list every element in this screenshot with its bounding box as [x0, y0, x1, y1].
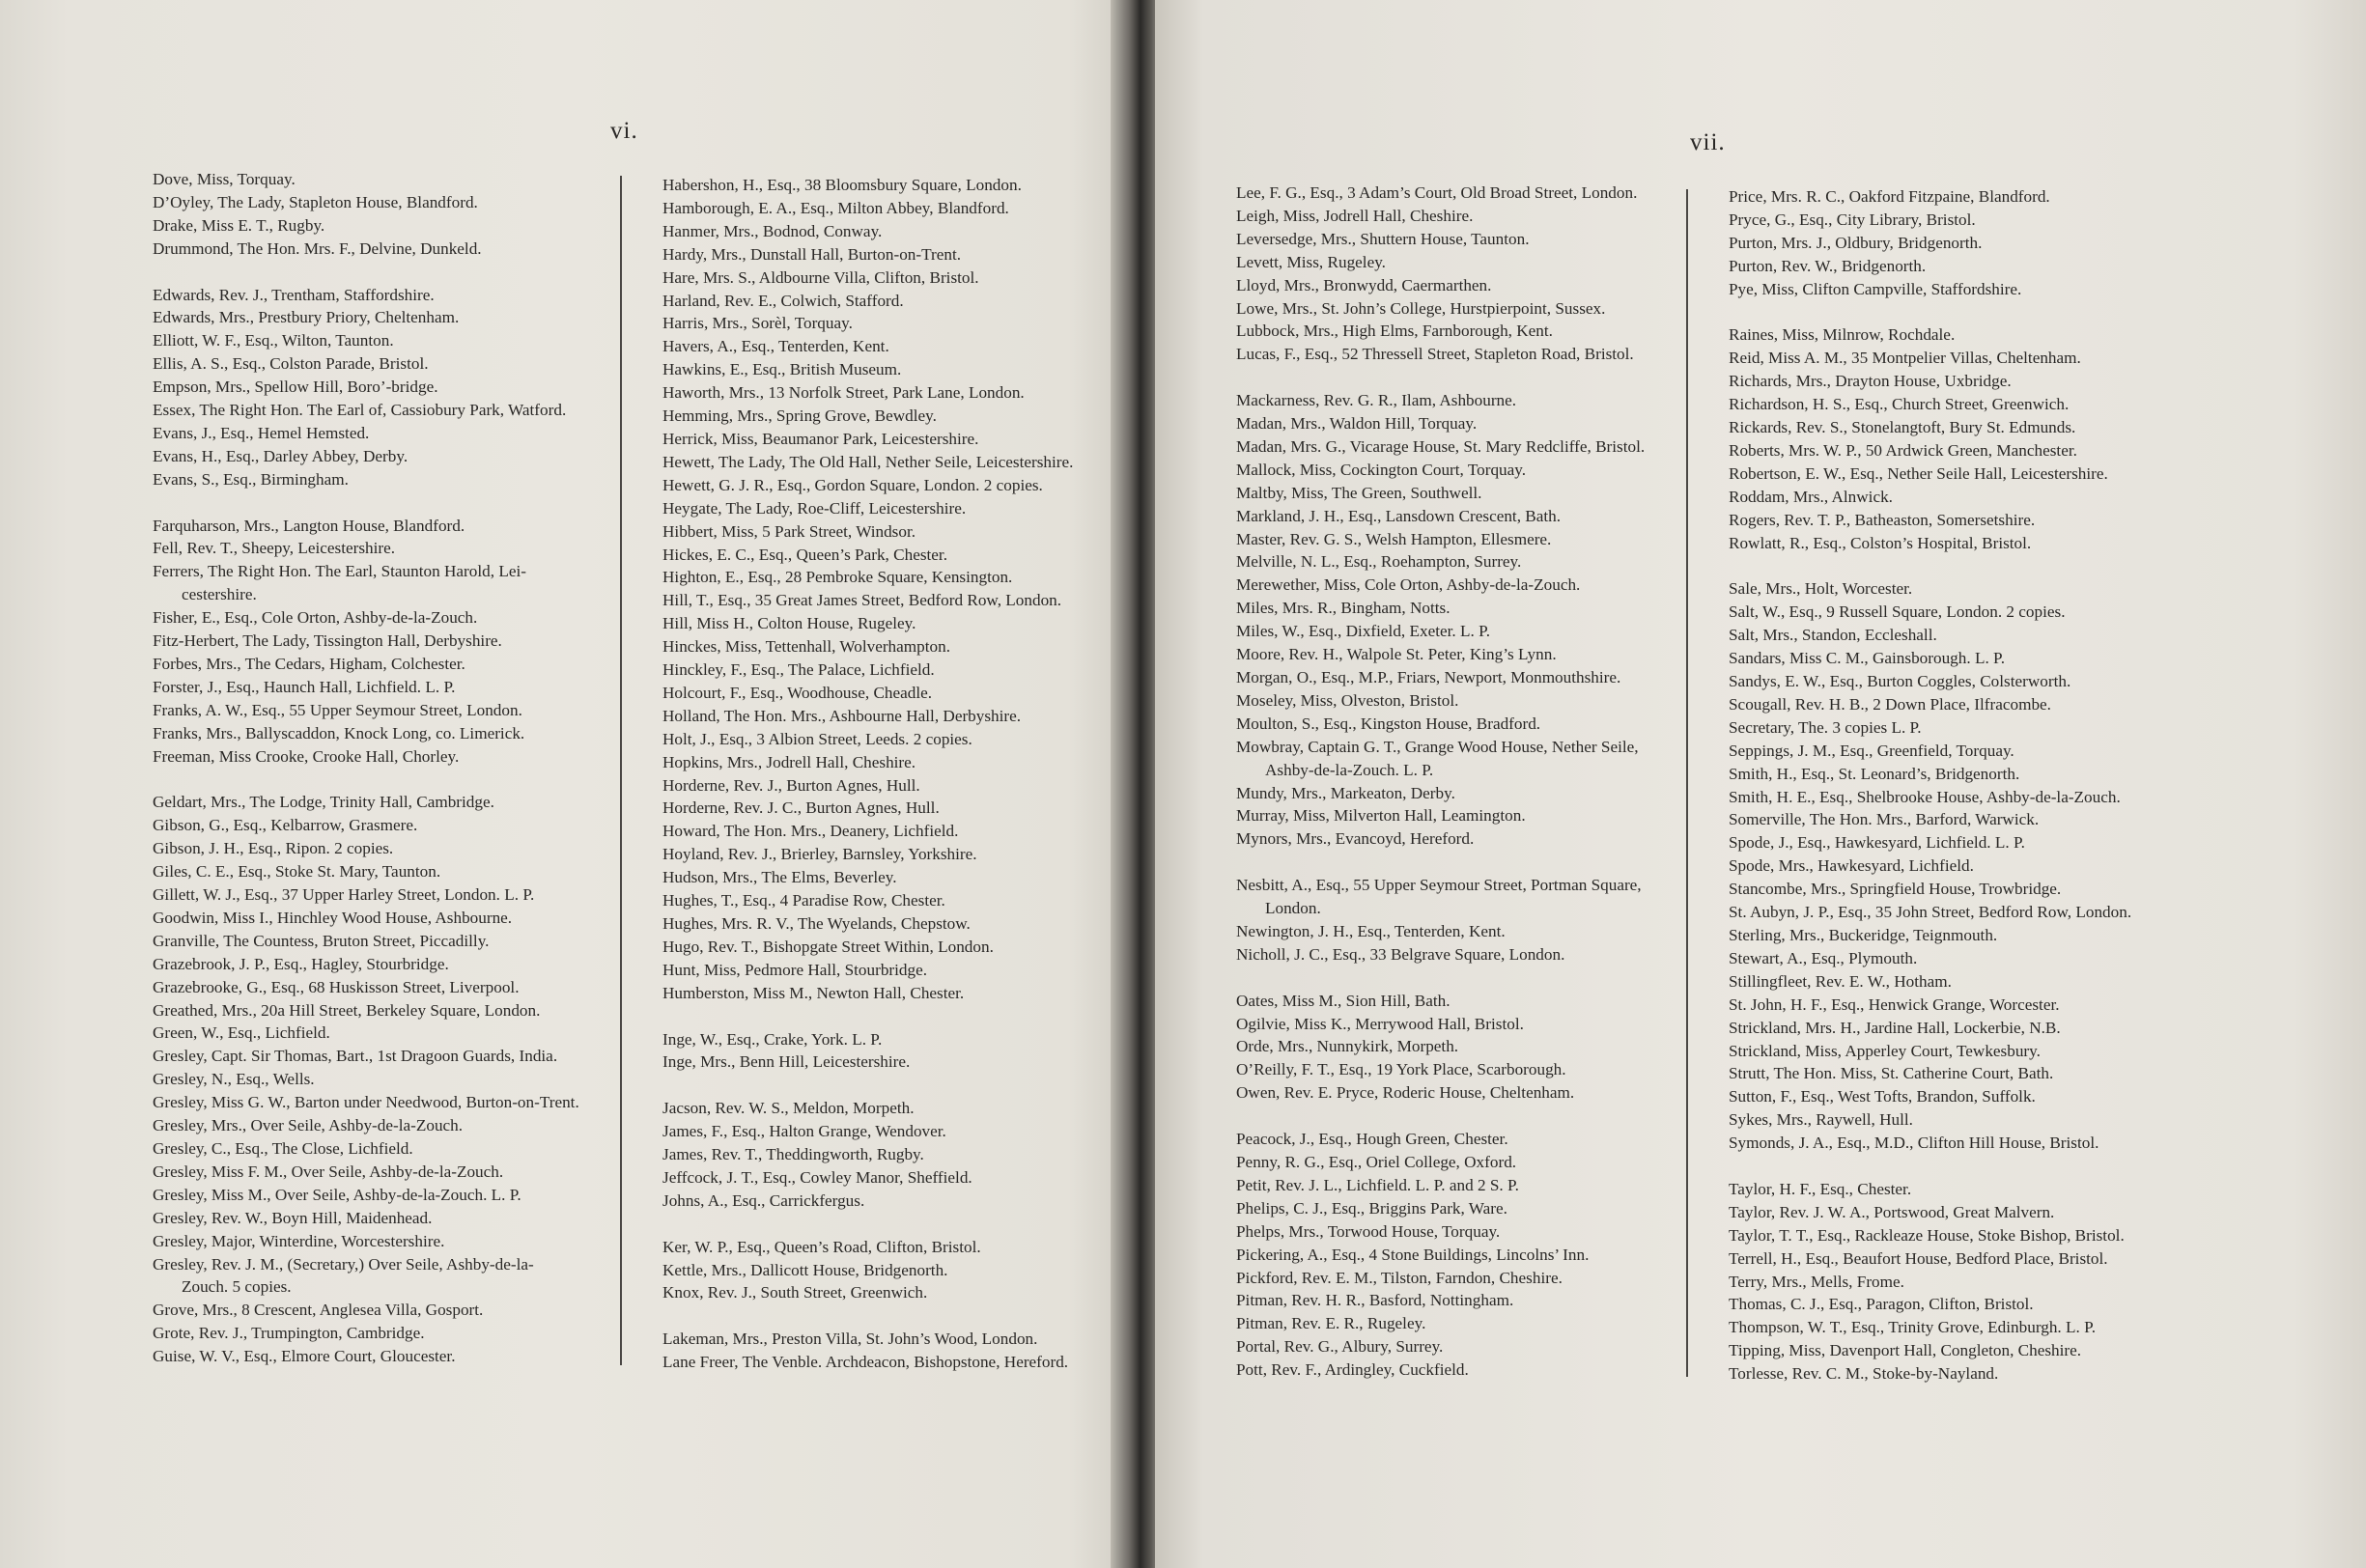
subscriber-entry: Havers, A., Esq., Tenterden, Kent.: [662, 337, 889, 356]
subscriber-entry: Hickes, E. C., Esq., Queen’s Park, Chester.: [662, 545, 948, 564]
right-page-column-2: [1729, 185, 2131, 1386]
subscriber-entry: Maltby, Miss, The Green, Southwell.: [1236, 483, 1482, 502]
subscriber-entry: Forbes, Mrs., The Cedars, Higham, Colchester.: [153, 655, 465, 673]
subscriber-entry: Guise, W. V., Esq., Elmore Court, Gloucester.: [153, 1347, 456, 1366]
subscriber-entry: Symonds, J. A., Esq., M.D., Clifton Hill House, Bristol.: [1729, 1134, 2099, 1153]
subscriber-entry: Hewett, The Lady, The Old Hall, Nether Seile, Leicestershire.: [662, 452, 1074, 471]
entry-spacer: [153, 491, 579, 515]
subscriber-entry: Fell, Rev. T., Sheepy, Leicestershire.: [153, 539, 396, 558]
subscriber-entry: Franks, A. W., Esq., 55 Upper Seymour Street, London.: [153, 700, 522, 719]
entry-spacer: [1729, 554, 2131, 577]
subscriber-entry: Richardson, H. S., Esq., Church Street, Greenwich.: [1729, 395, 2070, 414]
entry-spacer: [153, 769, 579, 792]
subscriber-entry: Forster, J., Esq., Haunch Hall, Lichfield. L. P.: [153, 677, 456, 696]
subscriber-entry: Freeman, Miss Crooke, Crooke Hall, Chorley.: [153, 746, 460, 766]
left-page-column-2: [662, 174, 1073, 1374]
subscriber-entry: Lane Freer, The Venble. Archdeacon, Bishopstone, Hereford.: [662, 1353, 1069, 1372]
subscriber-entry: Edwards, Rev. J., Trentham, Staffordshire.: [153, 285, 435, 304]
subscriber-entry: Hill, T., Esq., 35 Great James Street, Bedford Row, London.: [662, 591, 1062, 610]
subscriber-entry: D’Oyley, The Lady, Stapleton House, Blandford.: [153, 192, 478, 211]
subscriber-entry: Somerville, The Hon. Mrs., Barford, Warwick.: [1729, 810, 2040, 829]
subscriber-entry: Lowe, Mrs., St. John’s College, Hurstpierpoint, Sussex.: [1236, 298, 1606, 318]
subscriber-entry: Mackarness, Rev. G. R., Ilam, Ashbourne.: [1236, 391, 1517, 410]
subscriber-entry: Gresley, Major, Winterdine, Worcestershire.: [153, 1231, 445, 1250]
subscriber-entry: Edwards, Mrs., Prestbury Priory, Cheltenham.: [153, 308, 460, 327]
subscriber-entry: Mowbray, Captain G. T., Grange Wood House, Nether Seile,: [1236, 737, 1639, 756]
subscriber-entry: Taylor, T. T., Esq., Rackleaze House, Stoke Bishop, Bristol.: [1729, 1225, 2125, 1245]
subscriber-entry: Holcourt, F., Esq., Woodhouse, Cheadle.: [662, 683, 933, 702]
subscriber-entry: Melville, N. L., Esq., Roehampton, Surrey.: [1236, 552, 1522, 572]
subscriber-entry: Moore, Rev. H., Walpole St. Peter, King’s Lynn.: [1236, 645, 1557, 664]
subscriber-entry: Hudson, Mrs., The Elms, Beverley.: [662, 868, 897, 887]
subscriber-entry: Dove, Miss, Torquay.: [153, 170, 296, 188]
subscriber-entry: Petit, Rev. J. L., Lichfield. L. P. and 2 S. P.: [1236, 1175, 1519, 1194]
subscriber-entry: Hunt, Miss, Pedmore Hall, Stourbridge.: [662, 960, 928, 979]
subscriber-entry-continuation: Ashby-de-la-Zouch. L. P.: [1265, 760, 1434, 779]
subscriber-entry: Geldart, Mrs., The Lodge, Trinity Hall, Cambridge.: [153, 793, 494, 812]
subscriber-entry: Ellis, A. S., Esq., Colston Parade, Bristol.: [153, 354, 429, 374]
subscriber-entry: St. John, H. F., Esq., Henwick Grange, Worcester.: [1729, 994, 2060, 1014]
subscriber-entry: Hamborough, E. A., Esq., Milton Abbey, Blandford.: [662, 198, 1009, 217]
subscriber-entry: Essex, The Right Hon. The Earl of, Cassiobury Park, Watford.: [153, 401, 567, 420]
subscriber-entry: Hopkins, Mrs., Jodrell Hall, Cheshire.: [662, 752, 916, 771]
right-page-column-1: [1236, 182, 1645, 1382]
subscriber-entry: Johns, A., Esq., Carrickfergus.: [662, 1190, 865, 1210]
subscriber-entry: Spode, J., Esq., Hawkesyard, Lichfield. L. P.: [1729, 833, 2025, 853]
subscriber-entry: Highton, E., Esq., 28 Pembroke Square, Kensington.: [662, 568, 1013, 587]
subscriber-entry: Madan, Mrs. G., Vicarage House, St. Mary Redcliffe, Bristol.: [1236, 436, 1646, 456]
subscriber-entry: Nicholl, J. C., Esq., 33 Belgrave Square, London.: [1236, 944, 1565, 964]
subscriber-entry: Giles, C. E., Esq., Stoke St. Mary, Taunton.: [153, 862, 441, 882]
subscriber-entry: Smith, H., Esq., St. Leonard’s, Bridgenorth.: [1729, 764, 2020, 783]
subscriber-entry: Hemming, Mrs., Spring Grove, Bewdley.: [662, 406, 937, 426]
left-page-column-1: [153, 168, 579, 1368]
subscriber-entry: Master, Rev. G. S., Welsh Hampton, Ellesmere.: [1236, 529, 1552, 548]
subscriber-entry: Mynors, Mrs., Evancoyd, Hereford.: [1236, 829, 1475, 849]
subscriber-entry: Elliott, W. F., Esq., Wilton, Taunton.: [153, 331, 394, 350]
subscriber-entry: Pryce, G., Esq., City Library, Bristol.: [1729, 210, 1976, 229]
entry-spacer: [1236, 851, 1645, 874]
subscriber-entry: Madan, Mrs., Waldon Hill, Torquay.: [1236, 414, 1478, 434]
subscriber-entry: Taylor, Rev. J. W. A., Portswood, Great Malvern.: [1729, 1202, 2055, 1221]
subscriber-entry: Grazebrooke, G., Esq., 68 Huskisson Street, Liverpool.: [153, 977, 520, 996]
subscriber-entry: Moseley, Miss, Olveston, Bristol.: [1236, 690, 1459, 710]
subscriber-entry: Morgan, O., Esq., M.P., Friars, Newport, Monmouthshire.: [1236, 668, 1621, 687]
entry-spacer: [662, 1074, 1073, 1097]
subscriber-entry: Pott, Rev. F., Ardingley, Cuckfield.: [1236, 1360, 1469, 1380]
subscriber-entry: Penny, R. G., Esq., Oriel College, Oxford.: [1236, 1153, 1517, 1171]
subscriber-entry: Spode, Mrs., Hawkesyard, Lichfield.: [1729, 856, 1974, 876]
subscriber-entry: Howard, The Hon. Mrs., Deanery, Lichfield.: [662, 822, 959, 841]
subscriber-entry: Fitz-Herbert, The Lady, Tissington Hall, Derbyshire.: [153, 631, 502, 651]
subscriber-entry: Salt, Mrs., Standon, Eccleshall.: [1729, 626, 1937, 645]
subscriber-entry: Mallock, Miss, Cockington Court, Torquay.: [1236, 460, 1527, 479]
subscriber-entry: Levett, Miss, Rugeley.: [1236, 252, 1386, 271]
subscriber-entry: Sterling, Mrs., Buckeridge, Teignmouth.: [1729, 925, 1998, 944]
subscriber-entry: Sutton, F., Esq., West Tofts, Brandon, Suffolk.: [1729, 1087, 2036, 1106]
subscriber-entry: Farquharson, Mrs., Langton House, Blandford.: [153, 516, 465, 535]
subscriber-entry: Nesbitt, A., Esq., 55 Upper Seymour Street, Portman Square,: [1236, 876, 1642, 895]
subscriber-entry: Pye, Miss, Clifton Campville, Staffordshire.: [1729, 279, 2022, 298]
subscriber-entry: Hardy, Mrs., Dunstall Hall, Burton-on-Trent.: [662, 244, 962, 264]
entry-spacer: [662, 1005, 1073, 1028]
subscriber-entry: Jeffcock, J. T., Esq., Cowley Manor, Sheffield.: [662, 1167, 972, 1187]
subscriber-entry: Mundy, Mrs., Markeaton, Derby.: [1236, 783, 1455, 802]
subscriber-entry: Horderne, Rev. J. C., Burton Agnes, Hull.: [662, 798, 940, 818]
subscriber-entry: Hill, Miss H., Colton House, Rugeley.: [662, 614, 916, 633]
subscriber-entry: Hewett, G. J. R., Esq., Gordon Square, London. 2 copies.: [662, 475, 1043, 494]
subscriber-entry: Harris, Mrs., Sorèl, Torquay.: [662, 314, 853, 333]
subscriber-entry: Hughes, T., Esq., 4 Paradise Row, Chester.: [662, 891, 945, 910]
subscriber-entry: Stillingfleet, Rev. E. W., Hotham.: [1729, 971, 1952, 991]
subscriber-entry: Pitman, Rev. E. R., Rugeley.: [1236, 1314, 1426, 1333]
subscriber-entry: Strutt, The Hon. Miss, St. Catherine Court, Bath.: [1729, 1064, 2054, 1083]
subscriber-entry: Hanmer, Mrs., Bodnod, Conway.: [662, 221, 883, 240]
subscriber-entry: Herrick, Miss, Beaumanor Park, Leicestershire.: [662, 429, 979, 448]
subscriber-entry: Hawkins, E., Esq., British Museum.: [662, 360, 902, 379]
page-number-right: vii.: [1690, 129, 1726, 155]
subscriber-entry: Evans, H., Esq., Darley Abbey, Derby.: [153, 446, 408, 465]
subscriber-entry: Drake, Miss E. T., Rugby.: [153, 215, 325, 235]
subscriber-entry: Grazebrook, J. P., Esq., Hagley, Stourbridge.: [153, 954, 449, 973]
subscriber-entry: Inge, W., Esq., Crake, York. L. P.: [662, 1029, 883, 1049]
subscriber-entry: Raines, Miss, Milnrow, Rochdale.: [1729, 325, 1956, 345]
subscriber-entry: Hinckes, Miss, Tettenhall, Wolverhampton.: [662, 637, 950, 657]
subscriber-entry: Stewart, A., Esq., Plymouth.: [1729, 948, 1918, 967]
subscriber-entry-continuation: cestershire.: [182, 585, 257, 604]
subscriber-entry: Habershon, H., Esq., 38 Bloomsbury Square, London.: [662, 176, 1022, 194]
subscriber-entry: Hoyland, Rev. J., Brierley, Barnsley, Yorkshire.: [662, 845, 977, 864]
subscriber-entry: Gresley, Rev. J. M., (Secretary,) Over Seile, Ashby-de-la-: [153, 1254, 534, 1274]
subscriber-entry: Pickford, Rev. E. M., Tilston, Farndon, Cheshire.: [1236, 1268, 1563, 1287]
subscriber-entry: Granville, The Countess, Bruton Street, Piccadilly.: [153, 931, 490, 950]
page-number-left: vi.: [610, 118, 638, 144]
subscriber-entry: Holland, The Hon. Mrs., Ashbourne Hall, Derbyshire.: [662, 706, 1022, 725]
subscriber-entry: Sale, Mrs., Holt, Worcester.: [1729, 579, 1913, 599]
subscriber-entry: Miles, Mrs. R., Bingham, Notts.: [1236, 599, 1451, 618]
subscriber-entry: Lakeman, Mrs., Preston Villa, St. John’s Wood, London.: [662, 1330, 1038, 1349]
subscriber-entry: Salt, W., Esq., 9 Russell Square, London. 2 copies.: [1729, 602, 2066, 622]
column-divider-right: [1686, 189, 1688, 1377]
subscriber-entry: Gresley, C., Esq., The Close, Lichfield.: [153, 1139, 413, 1159]
subscriber-entry: Reid, Miss A. M., 35 Montpelier Villas, Cheltenham.: [1729, 349, 2081, 368]
subscriber-entry: Hibbert, Miss, 5 Park Street, Windsor.: [662, 521, 916, 541]
subscriber-entry: Haworth, Mrs., 13 Norfolk Street, Park Lane, London.: [662, 383, 1025, 403]
subscriber-entry: Fisher, E., Esq., Cole Orton, Ashby-de-la-Zouch.: [153, 608, 478, 628]
subscriber-entry: Tipping, Miss, Davenport Hall, Congleton, Cheshire.: [1729, 1341, 2082, 1360]
subscriber-entry: Strickland, Mrs. H., Jardine Hall, Lockerbie, N.B.: [1729, 1018, 2061, 1037]
entry-spacer: [662, 1304, 1073, 1328]
subscriber-entry: Thompson, W. T., Esq., Trinity Grove, Edinburgh. L. P.: [1729, 1318, 2097, 1337]
entry-spacer: [1729, 1155, 2131, 1178]
subscriber-entry: Lee, F. G., Esq., 3 Adam’s Court, Old Broad Street, London.: [1236, 183, 1638, 202]
subscriber-entry: Gresley, Miss F. M., Over Seile, Ashby-de-la-Zouch.: [153, 1162, 504, 1181]
subscriber-entry: Leigh, Miss, Jodrell Hall, Cheshire.: [1236, 206, 1474, 225]
subscriber-entry: Ker, W. P., Esq., Queen’s Road, Clifton, Bristol.: [662, 1237, 981, 1256]
column-divider-left: [620, 176, 622, 1365]
subscriber-entry: Gresley, Mrs., Over Seile, Ashby-de-la-Zouch.: [153, 1116, 464, 1135]
subscriber-entry: James, Rev. T., Theddingworth, Rugby.: [662, 1145, 924, 1164]
subscriber-entry: Seppings, J. M., Esq., Greenfield, Torquay.: [1729, 741, 2014, 760]
subscriber-entry: Ferrers, The Right Hon. The Earl, Staunton Harold, Lei-: [153, 562, 526, 581]
subscriber-entry: Gresley, N., Esq., Wells.: [153, 1070, 315, 1089]
subscriber-entry: Phelips, C. J., Esq., Briggins Park, Ware.: [1236, 1198, 1507, 1218]
subscriber-entry: Rickards, Rev. S., Stonelangtoft, Bury St. Edmunds.: [1729, 418, 2076, 437]
subscriber-entry: Ogilvie, Miss K., Merrywood Hall, Bristol.: [1236, 1014, 1524, 1033]
subscriber-entry: St. Aubyn, J. P., Esq., 35 John Street, Bedford Row, London.: [1729, 903, 2132, 922]
subscriber-entry: Lubbock, Mrs., High Elms, Farnborough, Kent.: [1236, 322, 1553, 341]
subscriber-entry: Richards, Mrs., Drayton House, Uxbridge.: [1729, 372, 2012, 391]
subscriber-entry: Smith, H. E., Esq., Shelbrooke House, Ashby-de-la-Zouch.: [1729, 787, 2121, 806]
subscriber-entry: Merewether, Miss, Cole Orton, Ashby-de-la-Zouch.: [1236, 575, 1581, 595]
subscriber-entry: Franks, Mrs., Ballyscaddon, Knock Long, co. Limerick.: [153, 723, 525, 742]
subscriber-entry: Leversedge, Mrs., Shuttern House, Taunton.: [1236, 229, 1530, 248]
subscriber-entry: Grove, Mrs., 8 Crescent, Anglesea Villa, Gosport.: [153, 1301, 484, 1320]
subscriber-entry: Taylor, H. F., Esq., Chester.: [1729, 1179, 1912, 1198]
subscriber-entry: Secretary, The. 3 copies L. P.: [1729, 717, 1922, 737]
subscriber-entry: Roberts, Mrs. W. P., 50 Ardwick Green, Manchester.: [1729, 440, 2077, 460]
subscriber-entry: Hugo, Rev. T., Bishopgate Street Within, London.: [662, 937, 994, 956]
subscriber-entry: Thomas, C. J., Esq., Paragon, Clifton, Bristol.: [1729, 1295, 2034, 1314]
subscriber-entry: Hinckley, F., Esq., The Palace, Lichfield.: [662, 660, 935, 680]
subscriber-entry: Orde, Mrs., Nunnykirk, Morpeth.: [1236, 1037, 1459, 1056]
subscriber-entry: Robertson, E. W., Esq., Nether Seile Hall, Leicestershire.: [1729, 463, 2108, 483]
subscriber-entry: Owen, Rev. E. Pryce, Roderic House, Cheltenham.: [1236, 1083, 1575, 1103]
subscriber-entry: Horderne, Rev. J., Burton Agnes, Hull.: [662, 775, 920, 795]
subscriber-entry: Empson, Mrs., Spellow Hill, Boro’-bridge.: [153, 378, 438, 397]
entry-spacer: [1236, 366, 1645, 389]
subscriber-entry: Heygate, The Lady, Roe-Cliff, Leicestershire.: [662, 498, 967, 518]
subscriber-entry: Hare, Mrs. S., Aldbourne Villa, Clifton, Bristol.: [662, 267, 979, 287]
subscriber-entry: Peacock, J., Esq., Hough Green, Chester.: [1236, 1130, 1508, 1149]
subscriber-entry-continuation: Zouch. 5 copies.: [182, 1277, 292, 1297]
subscriber-entry: Roddam, Mrs., Alnwick.: [1729, 487, 1893, 506]
subscriber-entry: Gresley, Miss M., Over Seile, Ashby-de-la-Zouch. L. P.: [153, 1185, 521, 1204]
subscriber-entry: Rowlatt, R., Esq., Colston’s Hospital, Bristol.: [1729, 533, 2032, 552]
subscriber-entry: Greathed, Mrs., 20a Hill Street, Berkeley Square, London.: [153, 1000, 541, 1020]
subscriber-entry: Purton, Mrs. J., Oldbury, Bridgenorth.: [1729, 233, 1983, 252]
subscriber-entry: Gibson, G., Esq., Kelbarrow, Grasmere.: [153, 816, 418, 835]
entry-spacer: [1729, 301, 2131, 324]
subscriber-entry: Rogers, Rev. T. P., Batheaston, Somersetshire.: [1729, 510, 2036, 529]
subscriber-entry: Gresley, Miss G. W., Barton under Needwood, Burton-on-Trent.: [153, 1093, 579, 1112]
subscriber-entry: Pitman, Rev. H. R., Basford, Nottingham.: [1236, 1291, 1514, 1310]
subscriber-entry: Scougall, Rev. H. B., 2 Down Place, Ilfracombe.: [1729, 694, 2051, 714]
subscriber-entry: Stancombe, Mrs., Springfield House, Trowbridge.: [1729, 880, 2062, 899]
entry-spacer: [1236, 1105, 1645, 1128]
subscriber-entry: Portal, Rev. G., Albury, Surrey.: [1236, 1337, 1444, 1357]
subscriber-entry: Terry, Mrs., Mells, Frome.: [1729, 1272, 1904, 1291]
entry-spacer: [662, 1213, 1073, 1236]
subscriber-entry: Knox, Rev. J., South Street, Greenwich.: [662, 1283, 928, 1302]
subscriber-entry: Gibson, J. H., Esq., Ripon. 2 copies.: [153, 839, 394, 858]
subscriber-entry: Newington, J. H., Esq., Tenterden, Kent.: [1236, 921, 1506, 940]
right-page: [1155, 0, 2366, 1568]
subscriber-entry: Price, Mrs. R. C., Oakford Fitzpaine, Blandford.: [1729, 187, 2050, 206]
subscriber-entry: Hughes, Mrs. R. V., The Wyelands, Chepstow.: [662, 914, 971, 933]
subscriber-entry: Lloyd, Mrs., Bronwydd, Caermarthen.: [1236, 275, 1492, 294]
subscriber-entry: Kettle, Mrs., Dallicott House, Bridgenorth.: [662, 1260, 948, 1279]
subscriber-entry: Jacson, Rev. W. S., Meldon, Morpeth.: [662, 1099, 915, 1118]
subscriber-entry: Sandys, E. W., Esq., Burton Coggles, Colsterworth.: [1729, 672, 2071, 690]
subscriber-entry: Goodwin, Miss I., Hinchley Wood House, Ashbourne.: [153, 908, 513, 927]
entry-spacer: [1236, 966, 1645, 990]
subscriber-entry: James, F., Esq., Halton Grange, Wendover.: [662, 1122, 946, 1141]
subscriber-entry: Oates, Miss M., Sion Hill, Bath.: [1236, 991, 1451, 1010]
subscriber-entry: Sykes, Mrs., Raywell, Hull.: [1729, 1110, 1913, 1130]
subscriber-entry: Strickland, Miss, Apperley Court, Tewkesbury.: [1729, 1041, 2041, 1060]
subscriber-entry: Moulton, S., Esq., Kingston House, Bradford.: [1236, 714, 1541, 733]
subscriber-entry: Gresley, Capt. Sir Thomas, Bart., 1st Dragoon Guards, India.: [153, 1047, 558, 1066]
subscriber-entry: Holt, J., Esq., 3 Albion Street, Leeds. 2 copies.: [662, 729, 972, 748]
entry-spacer: [153, 261, 579, 284]
left-page: [0, 0, 1138, 1568]
subscriber-entry: Purton, Rev. W., Bridgenorth.: [1729, 256, 1927, 275]
subscriber-entry: Markland, J. H., Esq., Lansdown Crescent, Bath.: [1236, 506, 1562, 525]
subscriber-entry: Miles, W., Esq., Dixfield, Exeter. L. P.: [1236, 622, 1491, 641]
subscriber-entry: Sandars, Miss C. M., Gainsborough. L. P.: [1729, 649, 2005, 668]
subscriber-entry: Murray, Miss, Milverton Hall, Leamington.: [1236, 806, 1526, 826]
subscriber-entry: Evans, S., Esq., Birmingham.: [153, 469, 349, 489]
subscriber-entry: Green, W., Esq., Lichfield.: [153, 1023, 330, 1043]
subscriber-entry: Grote, Rev. J., Trumpington, Cambridge.: [153, 1324, 425, 1343]
subscriber-entry: O’Reilly, F. T., Esq., 19 York Place, Scarborough.: [1236, 1060, 1566, 1079]
subscriber-entry: Gillett, W. J., Esq., 37 Upper Harley Street, London. L. P.: [153, 885, 535, 905]
subscriber-entry: Terrell, H., Esq., Beaufort House, Bedford Place, Bristol.: [1729, 1248, 2108, 1268]
subscriber-entry: Lucas, F., Esq., 52 Thressell Street, Stapleton Road, Bristol.: [1236, 345, 1634, 364]
subscriber-entry: Harland, Rev. E., Colwich, Stafford.: [662, 291, 904, 310]
subscriber-entry: Inge, Mrs., Benn Hill, Leicestershire.: [662, 1052, 911, 1072]
subscriber-entry-continuation: London.: [1265, 899, 1321, 918]
subscriber-entry: Phelps, Mrs., Torwood House, Torquay.: [1236, 1221, 1501, 1241]
subscriber-entry: Evans, J., Esq., Hemel Hemsted.: [153, 423, 370, 442]
subscriber-entry: Torlesse, Rev. C. M., Stoke-by-Nayland.: [1729, 1364, 1999, 1384]
subscriber-entry: Drummond, The Hon. Mrs. F., Delvine, Dunkeld.: [153, 238, 482, 258]
subscriber-entry: Gresley, Rev. W., Boyn Hill, Maidenhead.: [153, 1208, 433, 1227]
subscriber-entry: Pickering, A., Esq., 4 Stone Buildings, Lincolns’ Inn.: [1236, 1245, 1590, 1264]
subscriber-entry: Humberston, Miss M., Newton Hall, Chester.: [662, 983, 965, 1002]
